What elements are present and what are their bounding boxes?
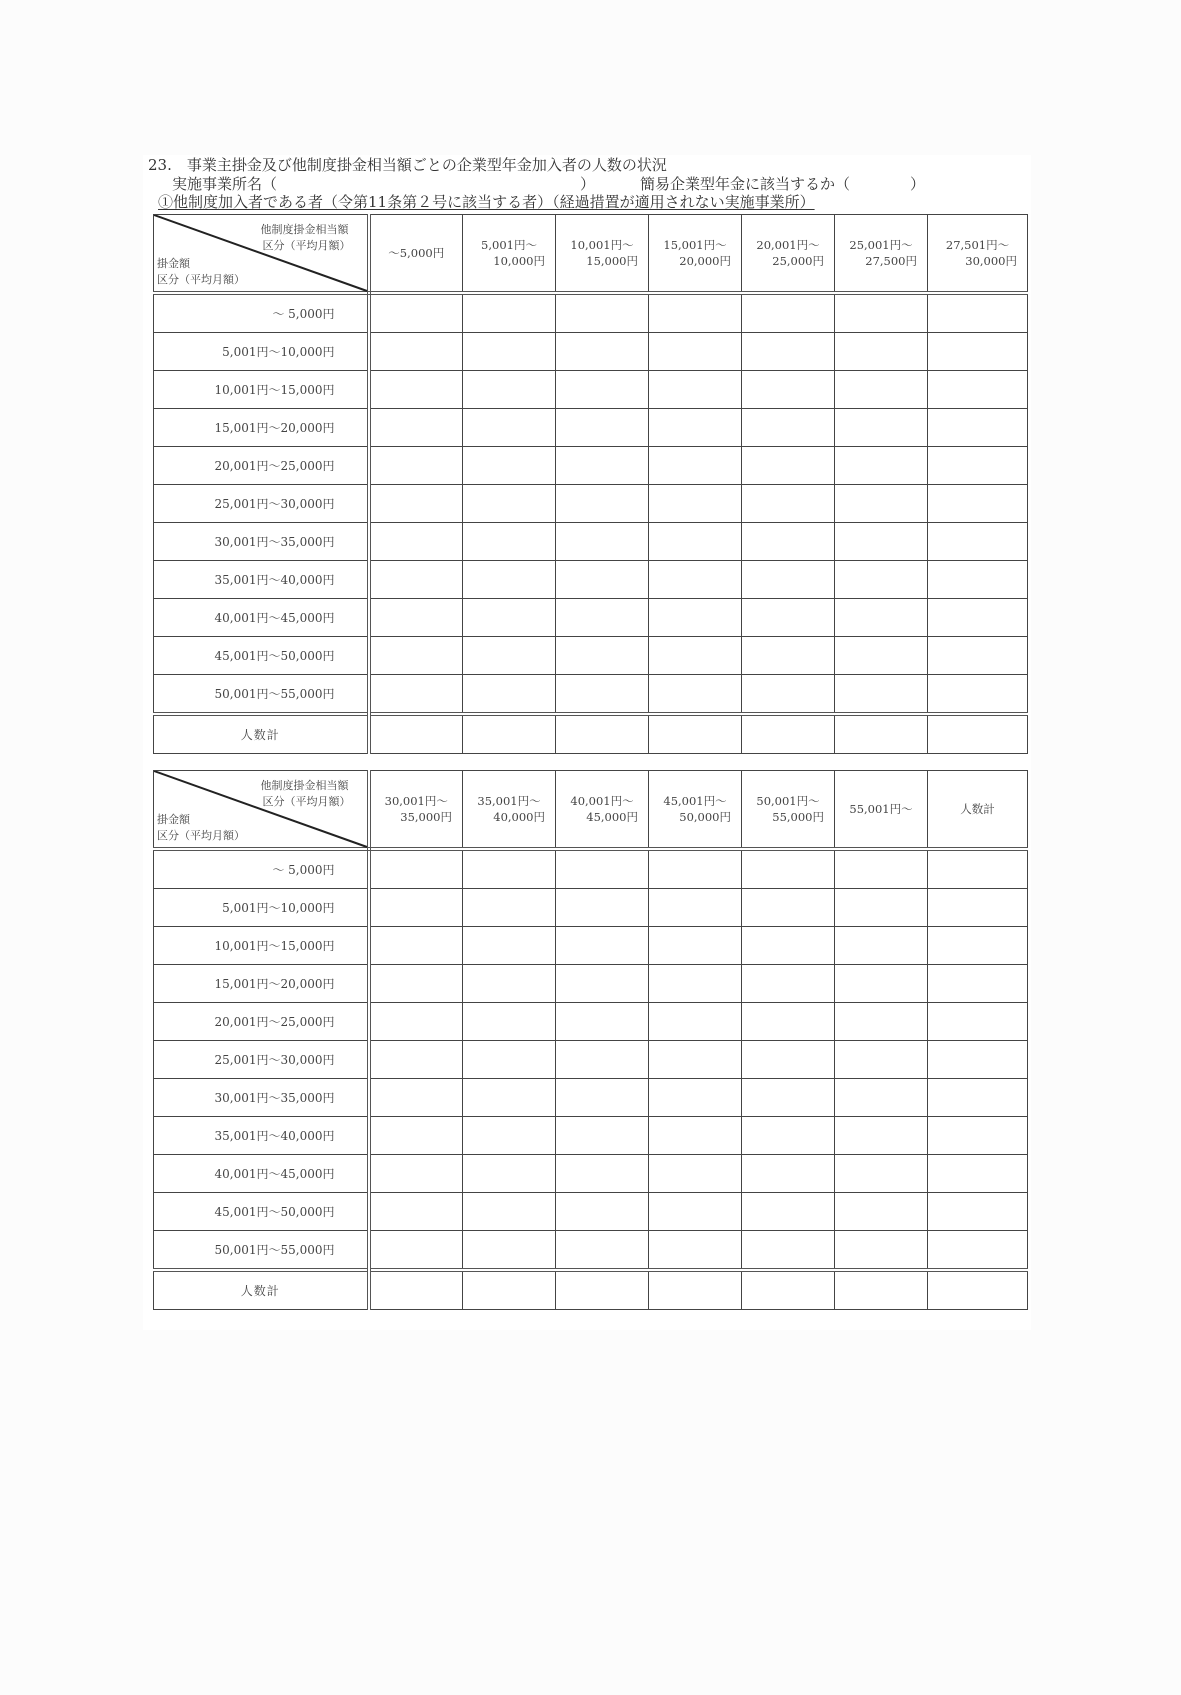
table-row — [154, 965, 1028, 1003]
input-cell[interactable] — [742, 599, 835, 637]
input-cell[interactable] — [649, 1231, 742, 1271]
input-cell[interactable] — [369, 1193, 463, 1231]
column-header: 40,001円～ 45,000円 — [556, 771, 649, 850]
column-header: 5,001円～ 10,000円 — [463, 215, 556, 294]
total-cell[interactable] — [463, 714, 556, 754]
table-row — [154, 561, 1028, 599]
table-total-row — [154, 1270, 1028, 1310]
input-cell[interactable] — [556, 1231, 649, 1271]
input-cell[interactable] — [649, 849, 742, 889]
table-row — [154, 889, 1028, 927]
input-cell[interactable] — [835, 1041, 928, 1079]
table-row — [154, 637, 1028, 675]
input-cell[interactable] — [463, 965, 556, 1003]
input-cell[interactable] — [369, 523, 463, 561]
input-cell[interactable] — [463, 675, 556, 715]
input-cell[interactable] — [369, 637, 463, 675]
section-heading: ①他制度加入者である者（令第11条第２号に該当する者）（経過措置が適用されない実施事業所） — [158, 193, 815, 211]
column-header-total: 人数計 — [928, 771, 1028, 850]
total-cell[interactable] — [556, 714, 649, 754]
input-cell[interactable] — [556, 1079, 649, 1117]
input-cell[interactable] — [835, 485, 928, 523]
input-cell[interactable] — [928, 485, 1028, 523]
input-cell[interactable] — [463, 371, 556, 409]
row-label: 45,001円～50,000円 — [154, 637, 369, 675]
input-cell[interactable] — [835, 675, 928, 715]
input-cell[interactable] — [742, 1231, 835, 1271]
input-cell[interactable] — [463, 523, 556, 561]
input-cell[interactable] — [463, 293, 556, 333]
input-cell[interactable] — [835, 1003, 928, 1041]
column-header: 50,001円～ 55,000円 — [742, 771, 835, 850]
column-header: 10,001円～ 15,000円 — [556, 215, 649, 294]
input-cell[interactable] — [928, 965, 1028, 1003]
input-cell[interactable] — [463, 561, 556, 599]
column-header: 20,001円～ 25,000円 — [742, 215, 835, 294]
input-cell[interactable] — [742, 409, 835, 447]
row-label: 20,001円～25,000円 — [154, 1003, 369, 1041]
input-cell[interactable] — [742, 849, 835, 889]
column-header: 45,001円～ 50,000円 — [649, 771, 742, 850]
column-header: 15,001円～ 20,000円 — [649, 215, 742, 294]
input-cell[interactable] — [463, 1231, 556, 1271]
total-cell[interactable] — [369, 714, 463, 754]
input-cell[interactable] — [556, 889, 649, 927]
input-cell[interactable] — [556, 371, 649, 409]
input-cell[interactable] — [369, 1117, 463, 1155]
input-cell[interactable] — [556, 1041, 649, 1079]
input-cell[interactable] — [835, 927, 928, 965]
corner-label: 区分（平均月額） — [157, 273, 245, 286]
input-cell[interactable] — [463, 637, 556, 675]
table-row — [154, 371, 1028, 409]
row-label: 25,001円～30,000円 — [154, 485, 369, 523]
table-body — [154, 293, 1028, 754]
office-name-close: ） — [580, 175, 596, 193]
input-cell[interactable] — [835, 447, 928, 485]
input-cell[interactable] — [369, 849, 463, 889]
input-cell[interactable] — [742, 1193, 835, 1231]
row-label: 35,001円～40,000円 — [154, 1117, 369, 1155]
row-label: 40,001円～45,000円 — [154, 599, 369, 637]
input-cell[interactable] — [742, 293, 835, 333]
input-cell[interactable] — [742, 485, 835, 523]
column-header: 55,001円～ — [835, 771, 928, 850]
input-cell[interactable] — [649, 485, 742, 523]
input-cell[interactable] — [742, 523, 835, 561]
input-cell[interactable] — [556, 849, 649, 889]
input-cell[interactable] — [649, 561, 742, 599]
input-cell[interactable] — [463, 1041, 556, 1079]
input-cell[interactable] — [556, 523, 649, 561]
contribution-table-2 — [153, 770, 1028, 1310]
input-cell[interactable] — [742, 333, 835, 371]
table-row — [154, 1117, 1028, 1155]
input-cell[interactable] — [835, 409, 928, 447]
input-cell[interactable] — [649, 333, 742, 371]
total-cell[interactable] — [742, 714, 835, 754]
input-cell[interactable] — [369, 1041, 463, 1079]
office-name-label: 実施事業所名（ — [172, 175, 278, 193]
input-cell[interactable] — [835, 1079, 928, 1117]
corner-label: 掛金額 — [157, 257, 190, 270]
input-cell[interactable] — [649, 523, 742, 561]
row-label: 50,001円～55,000円 — [154, 675, 369, 715]
input-cell[interactable] — [369, 965, 463, 1003]
input-cell[interactable] — [835, 561, 928, 599]
row-label: 15,001円～20,000円 — [154, 409, 369, 447]
input-cell[interactable] — [928, 1003, 1028, 1041]
input-cell[interactable] — [556, 333, 649, 371]
row-label: ～ 5,000円 — [154, 293, 369, 333]
input-cell[interactable] — [742, 1117, 835, 1155]
input-cell[interactable] — [835, 1155, 928, 1193]
input-cell[interactable] — [369, 371, 463, 409]
input-cell[interactable] — [649, 965, 742, 1003]
input-cell[interactable] — [556, 1117, 649, 1155]
input-cell[interactable] — [369, 675, 463, 715]
table-total-row — [154, 714, 1028, 754]
input-cell[interactable] — [463, 1193, 556, 1231]
input-cell[interactable] — [742, 1079, 835, 1117]
document-title: 23. 事業主掛金及び他制度掛金相当額ごとの企業型年金加入者の人数の状況 — [148, 156, 667, 174]
input-cell[interactable] — [928, 889, 1028, 927]
input-cell[interactable] — [649, 1079, 742, 1117]
table-row — [154, 485, 1028, 523]
row-label: 15,001円～20,000円 — [154, 965, 369, 1003]
input-cell[interactable] — [369, 889, 463, 927]
input-cell[interactable] — [928, 1079, 1028, 1117]
row-label: 30,001円～35,000円 — [154, 1079, 369, 1117]
row-label: 20,001円～25,000円 — [154, 447, 369, 485]
input-cell[interactable] — [649, 1117, 742, 1155]
table-corner-header — [154, 215, 369, 294]
input-cell[interactable] — [369, 1231, 463, 1271]
input-cell[interactable] — [463, 1155, 556, 1193]
input-cell[interactable] — [649, 293, 742, 333]
table-corner-header — [154, 771, 369, 850]
input-cell[interactable] — [928, 1155, 1028, 1193]
input-cell[interactable] — [835, 889, 928, 927]
table-row — [154, 927, 1028, 965]
input-cell[interactable] — [928, 523, 1028, 561]
input-cell[interactable] — [369, 293, 463, 333]
corner-label: 区分（平均月額） — [157, 829, 245, 842]
input-cell[interactable] — [742, 889, 835, 927]
input-cell[interactable] — [742, 561, 835, 599]
input-cell[interactable] — [649, 371, 742, 409]
row-label: 5,001円～10,000円 — [154, 889, 369, 927]
simple-dc-question: 簡易企業型年金に該当するか（ — [640, 175, 851, 193]
total-cell[interactable] — [369, 1270, 463, 1310]
input-cell[interactable] — [463, 1117, 556, 1155]
total-cell[interactable] — [928, 714, 1028, 754]
input-cell[interactable] — [556, 561, 649, 599]
table-body — [154, 849, 1028, 1310]
row-label: 40,001円～45,000円 — [154, 1155, 369, 1193]
input-cell[interactable] — [928, 849, 1028, 889]
input-cell[interactable] — [928, 561, 1028, 599]
input-cell[interactable] — [835, 293, 928, 333]
input-cell[interactable] — [742, 675, 835, 715]
input-cell[interactable] — [463, 927, 556, 965]
row-label: 25,001円～30,000円 — [154, 1041, 369, 1079]
input-cell[interactable] — [835, 1231, 928, 1271]
input-cell[interactable] — [649, 1003, 742, 1041]
input-cell[interactable] — [928, 371, 1028, 409]
input-cell[interactable] — [649, 1155, 742, 1193]
total-cell[interactable] — [649, 714, 742, 754]
column-header: 27,501円～ 30,000円 — [928, 215, 1028, 294]
total-cell[interactable] — [463, 1270, 556, 1310]
input-cell[interactable] — [463, 889, 556, 927]
input-cell[interactable] — [835, 849, 928, 889]
input-cell[interactable] — [928, 675, 1028, 715]
input-cell[interactable] — [369, 561, 463, 599]
row-label: 30,001円～35,000円 — [154, 523, 369, 561]
input-cell[interactable] — [556, 1155, 649, 1193]
total-cell[interactable] — [556, 1270, 649, 1310]
input-cell[interactable] — [556, 293, 649, 333]
input-cell[interactable] — [835, 599, 928, 637]
input-cell[interactable] — [463, 599, 556, 637]
input-cell[interactable] — [463, 849, 556, 889]
input-cell[interactable] — [742, 447, 835, 485]
input-cell[interactable] — [369, 447, 463, 485]
table-row — [154, 409, 1028, 447]
contribution-table-1 — [153, 214, 1028, 754]
input-cell[interactable] — [369, 599, 463, 637]
input-cell[interactable] — [928, 447, 1028, 485]
input-cell[interactable] — [742, 1041, 835, 1079]
input-cell[interactable] — [649, 447, 742, 485]
input-cell[interactable] — [369, 927, 463, 965]
input-cell[interactable] — [835, 1193, 928, 1231]
input-cell[interactable] — [742, 965, 835, 1003]
input-cell[interactable] — [556, 675, 649, 715]
column-header: 30,001円～ 35,000円 — [369, 771, 463, 850]
corner-label: 区分（平均月額） — [262, 795, 351, 808]
input-cell[interactable] — [556, 927, 649, 965]
input-cell[interactable] — [649, 409, 742, 447]
input-cell[interactable] — [649, 889, 742, 927]
row-label: 10,001円～15,000円 — [154, 927, 369, 965]
input-cell[interactable] — [835, 1117, 928, 1155]
input-cell[interactable] — [556, 1193, 649, 1231]
input-cell[interactable] — [742, 927, 835, 965]
corner-label: 掛金額 — [157, 813, 190, 826]
total-cell[interactable] — [649, 1270, 742, 1310]
input-cell[interactable] — [556, 1003, 649, 1041]
input-cell[interactable] — [928, 293, 1028, 333]
input-cell[interactable] — [369, 333, 463, 371]
total-cell[interactable] — [835, 714, 928, 754]
input-cell[interactable] — [463, 333, 556, 371]
table-row — [154, 447, 1028, 485]
input-cell[interactable] — [556, 485, 649, 523]
input-cell[interactable] — [928, 409, 1028, 447]
input-cell[interactable] — [742, 637, 835, 675]
input-cell[interactable] — [649, 1041, 742, 1079]
table-row — [154, 849, 1028, 889]
total-label: 人数計 — [154, 1270, 369, 1310]
input-cell[interactable] — [463, 447, 556, 485]
input-cell[interactable] — [556, 409, 649, 447]
table-row — [154, 1041, 1028, 1079]
row-label: 45,001円～50,000円 — [154, 1193, 369, 1231]
input-cell[interactable] — [369, 1079, 463, 1117]
input-cell[interactable] — [928, 333, 1028, 371]
input-cell[interactable] — [742, 1155, 835, 1193]
input-cell[interactable] — [556, 447, 649, 485]
input-cell[interactable] — [463, 1079, 556, 1117]
total-cell[interactable] — [928, 1270, 1028, 1310]
table-row — [154, 1193, 1028, 1231]
input-cell[interactable] — [835, 637, 928, 675]
input-cell[interactable] — [556, 599, 649, 637]
row-label: 35,001円～40,000円 — [154, 561, 369, 599]
total-cell[interactable] — [742, 1270, 835, 1310]
input-cell[interactable] — [649, 637, 742, 675]
input-cell[interactable] — [928, 1231, 1028, 1271]
table-header-row — [154, 771, 1028, 850]
table-row — [154, 1079, 1028, 1117]
input-cell[interactable] — [369, 409, 463, 447]
column-header: 25,001円～ 27,500円 — [835, 215, 928, 294]
input-cell[interactable] — [928, 599, 1028, 637]
corner-label: 他制度掛金相当額 — [260, 779, 349, 792]
input-cell[interactable] — [649, 675, 742, 715]
input-cell[interactable] — [835, 371, 928, 409]
simple-dc-close: ） — [910, 175, 926, 193]
corner-label: 他制度掛金相当額 — [260, 223, 349, 236]
row-label: 5,001円～10,000円 — [154, 333, 369, 371]
table-row — [154, 675, 1028, 715]
input-cell[interactable] — [556, 965, 649, 1003]
input-cell[interactable] — [369, 485, 463, 523]
input-cell[interactable] — [742, 1003, 835, 1041]
input-cell[interactable] — [928, 637, 1028, 675]
total-cell[interactable] — [835, 1270, 928, 1310]
column-header: ～5,000円 — [369, 215, 463, 294]
input-cell[interactable] — [463, 1003, 556, 1041]
row-label: 10,001円～15,000円 — [154, 371, 369, 409]
input-cell[interactable] — [928, 1041, 1028, 1079]
input-cell[interactable] — [928, 927, 1028, 965]
input-cell[interactable] — [369, 1003, 463, 1041]
input-cell[interactable] — [649, 927, 742, 965]
row-label: 50,001円～55,000円 — [154, 1231, 369, 1271]
input-cell[interactable] — [463, 409, 556, 447]
table-row — [154, 1155, 1028, 1193]
input-cell[interactable] — [835, 965, 928, 1003]
total-label: 人数計 — [154, 714, 369, 754]
input-cell[interactable] — [649, 599, 742, 637]
corner-label: 区分（平均月額） — [262, 239, 351, 252]
input-cell[interactable] — [649, 1193, 742, 1231]
table-header-row — [154, 215, 1028, 294]
table-row — [154, 1231, 1028, 1271]
table-row — [154, 523, 1028, 561]
table-row — [154, 333, 1028, 371]
table-row — [154, 599, 1028, 637]
input-cell[interactable] — [463, 485, 556, 523]
input-cell[interactable] — [928, 1193, 1028, 1231]
column-header: 35,001円～ 40,000円 — [463, 771, 556, 850]
row-label: ～ 5,000円 — [154, 849, 369, 889]
input-cell[interactable] — [928, 1117, 1028, 1155]
input-cell[interactable] — [835, 523, 928, 561]
table-row — [154, 1003, 1028, 1041]
input-cell[interactable] — [369, 1155, 463, 1193]
input-cell[interactable] — [742, 371, 835, 409]
input-cell[interactable] — [835, 333, 928, 371]
input-cell[interactable] — [556, 637, 649, 675]
table-row — [154, 293, 1028, 333]
